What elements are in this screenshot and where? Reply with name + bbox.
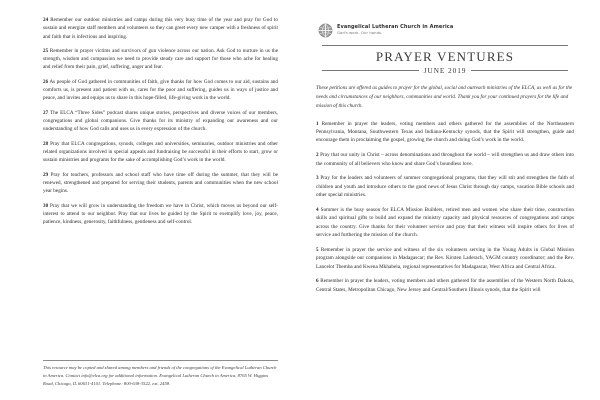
footer-note-text: This resource may be copied and shared among members and friends of the congregations of the Evangelical Lutheran Church in America. Contact info@elca.org for additional information. Evangelical Lutheran Church in America, 8765 W. Higgins Road, Chicago, IL 60631-4101. Telephone: 800-638-3522, ext. 2458. (43, 365, 277, 387)
petition-text: Remember in prayer the leaders, voting members and others gathered for the assemblies of the Western North Dakota, Central States, Metropolitan Chicago, New Jersey and Central/Southern Illinois synods, that the Spirit will (316, 278, 574, 293)
petition-number: 25 (43, 47, 49, 54)
subtitle-rule-right (471, 70, 568, 71)
left-page-petition-list (43, 16, 278, 226)
petition-text: Remember our outdoor ministries and camps during this very busy time of the year and pray for God to sustain and energize staff members and volunteers so they can greet every new camper with a freshness of spirit and faith that is infectious and inspiring. (43, 17, 278, 40)
title-top-rule (322, 45, 568, 46)
petition-number: 24 (43, 17, 49, 23)
petition-item (43, 47, 278, 72)
petition-text: Pray that we will grow in understanding the freedom we have in Christ, which moves us beyond our self-interest to attend to our neighbor. Pray that our lives be guided by the Spirit to exemplify love, joy, peace, patience, kindness, generosity, faithfulness, gentleness and self-control. (43, 202, 279, 226)
petition-text: The ELCA “Three Sides” podcast shares unique stories, perspectives and diverse voices of our members, congregations and global companions. Give thanks for its ministry of expanding our awareness and our understanding of how God calls and uses us in every expression of the church. (43, 109, 278, 133)
copyright-footer (43, 360, 278, 388)
petition-number: 30 (43, 202, 49, 209)
petition-item (316, 206, 574, 240)
petition-item (43, 109, 278, 134)
petition-number: 4 (316, 206, 319, 213)
petition-item (43, 140, 278, 165)
masthead (316, 22, 574, 38)
petition-number: 28 (43, 140, 49, 147)
petition-number: 3 (316, 175, 319, 182)
petition-item (43, 78, 278, 103)
elca-cross-globe-logo-icon (318, 23, 333, 38)
petition-number: 26 (43, 78, 49, 85)
page-title: PRAYER VENTURES (375, 48, 515, 64)
organization-name: Evangelical Lutheran Church in America (337, 23, 454, 30)
petition-item (316, 120, 574, 145)
petition-item (316, 246, 574, 271)
petition-text: Summer is the busy season for ELCA Mission Builders, retired men and women who share their time, construction skills and spiritual gifts to build and expand the ministry capacity and physical resources of congregations and camps across the country. Give thanks for their volunteer service and pray that their witness will inspire others for lives of service and furthering the mission of the church. (316, 206, 574, 239)
title-block (316, 45, 574, 75)
petition-text: Pray for the leaders and volunteers of summer congregational programs, that they will stir and strengthen the faith of children and youth and introduce others to the good news of Jesus Christ through day camps, vacation Bible schools and other special ministries. (316, 175, 574, 199)
petition-number: 6 (316, 278, 319, 285)
petition-item (43, 16, 278, 41)
petition-item (43, 171, 278, 196)
brand-block (337, 22, 453, 35)
right-page-petition-list (316, 120, 574, 295)
petition-text: Remember in prayer the service and witness of the six volunteers serving in the Young Adults in Global Mission program alongside our companions in Madagascar; the Rev. Kirsten Laderach, YAGM country coordinator; and the Rev. Lancelot Themba and Kwena Mkhabela, regional representatives for Madagascar, West Africa and Central Africa. (316, 246, 574, 270)
petition-number: 5 (316, 246, 319, 253)
petition-text: Pray for teachers, professors and school staff who have time off during the summer, that they will be renewed, strengthened and prepared for serving their students, parents and communities when the new school year begins. (43, 171, 278, 195)
organization-tagline: God's work. Our hands. (337, 30, 383, 35)
petition-item (43, 202, 278, 227)
petition-text: Remember in prayer victims and survivors of gun violence across our nation. Ask God to nurture in us the strength, wisdom and compassion we need to provide steady care and support for those who ache for healing and relief from their pain, grief, suffering, anger and fear. (43, 47, 279, 71)
petition-text: Pray that ELCA congregations, synods, colleges and universities, seminaries, outdoor ministries and other related organizations involved in special appeals and fundraising be successful in their efforts to start, grow or sustain ministries and programs for the sake of accomplishing God’s work in the world. (43, 140, 278, 164)
subtitle-rule-left (322, 70, 419, 71)
right-page (300, 0, 600, 400)
petition-text: Remember in prayer the leaders, voting members and others gathered for the assemblies of the Northeastern Pennsylvania, Montana, Southwestern Texas and Indiana-Kentucky synods, that the Spirit will strengthen, guide and encourage them in proclaiming the gospel, growing the church and doing God’s work in the world. (316, 120, 574, 144)
petition-item (316, 277, 574, 294)
petition-number: 27 (43, 109, 49, 116)
footer-divider (43, 360, 278, 361)
petition-number: 2 (316, 152, 319, 159)
issue-date: JUNE 2019 (423, 65, 467, 75)
petition-item (316, 174, 574, 199)
petition-text: As people of God gathered in communities of faith, give thanks for how God comes to our aid, sustains and comforts us, is present and patient with us, cares for the poor and suffering, guides us in ways of justice and peace, and invites and equips us to share in this hope-filled, life-giving work in the world. (43, 78, 278, 102)
intro-paragraph: These petitions are offered as guides to prayer for the global, social and outreach ministries of the ELCA, as well as for the needs and circumstances of our neighbors, communities and world. Thank you for your continued prayers for the life and mission of this church. (316, 84, 573, 109)
petition-number: 29 (43, 171, 49, 178)
petition-item (316, 151, 574, 168)
petition-number: 1 (316, 120, 319, 127)
petition-text: Pray that our unity in Christ – across denominations and throughout the world – will strengthen us and draw others into the community of all believers who know and share God’s boundless love. (316, 152, 574, 167)
subtitle-row (322, 66, 568, 75)
